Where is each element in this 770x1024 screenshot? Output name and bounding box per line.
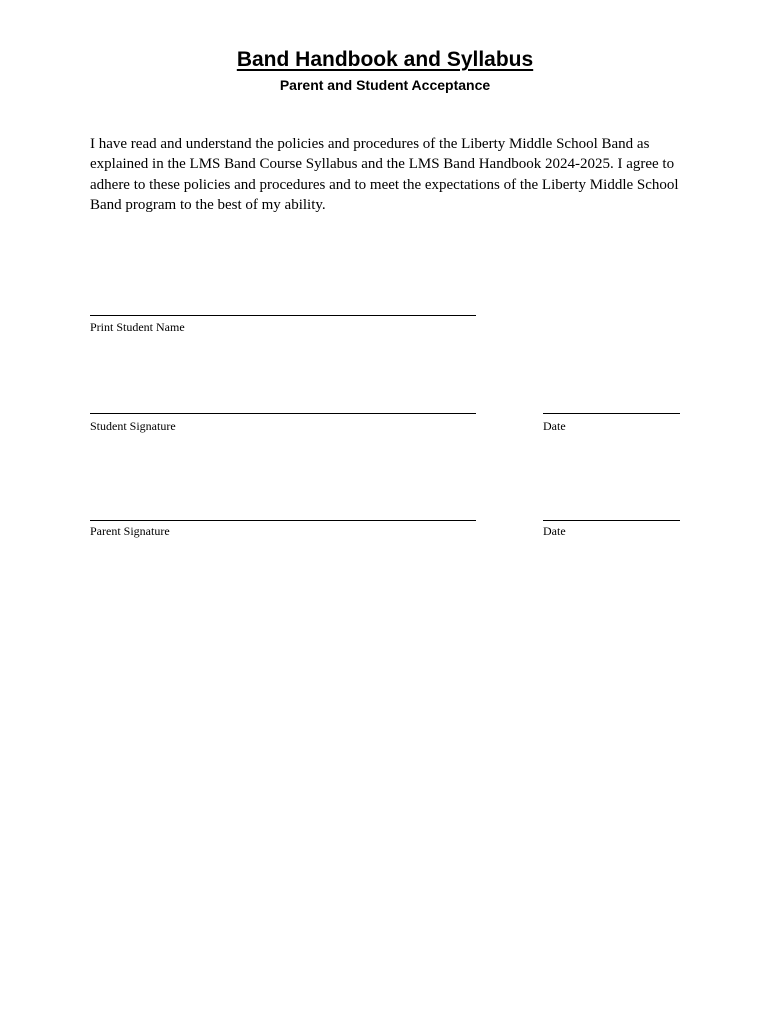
student-date-label: Date [543, 419, 566, 433]
document-subtitle: Parent and Student Acceptance [279, 77, 491, 93]
student-signature-line[interactable] [90, 413, 476, 414]
parent-date-label: Date [543, 524, 566, 538]
acceptance-statement: I have read and understand the policies and procedures of the Liberty Middle School Band as explained in the LMS Band Course Syllabus and the LMS Band Handbook 2024-2025. I agree to adhere to these policies and procedures and to meet the expectations of the Liberty Middle School Band program to the best of my ability. [90, 136, 679, 213]
document-title: Band Handbook and Syllabus [236, 48, 534, 71]
parent-date-line[interactable] [543, 520, 680, 521]
student-signature-label: Student Signature [90, 419, 176, 433]
parent-signature-line[interactable] [90, 520, 476, 521]
student-name-label: Print Student Name [90, 320, 185, 334]
student-date-line[interactable] [543, 413, 680, 414]
student-name-line[interactable] [90, 315, 476, 316]
parent-signature-label: Parent Signature [90, 524, 170, 538]
